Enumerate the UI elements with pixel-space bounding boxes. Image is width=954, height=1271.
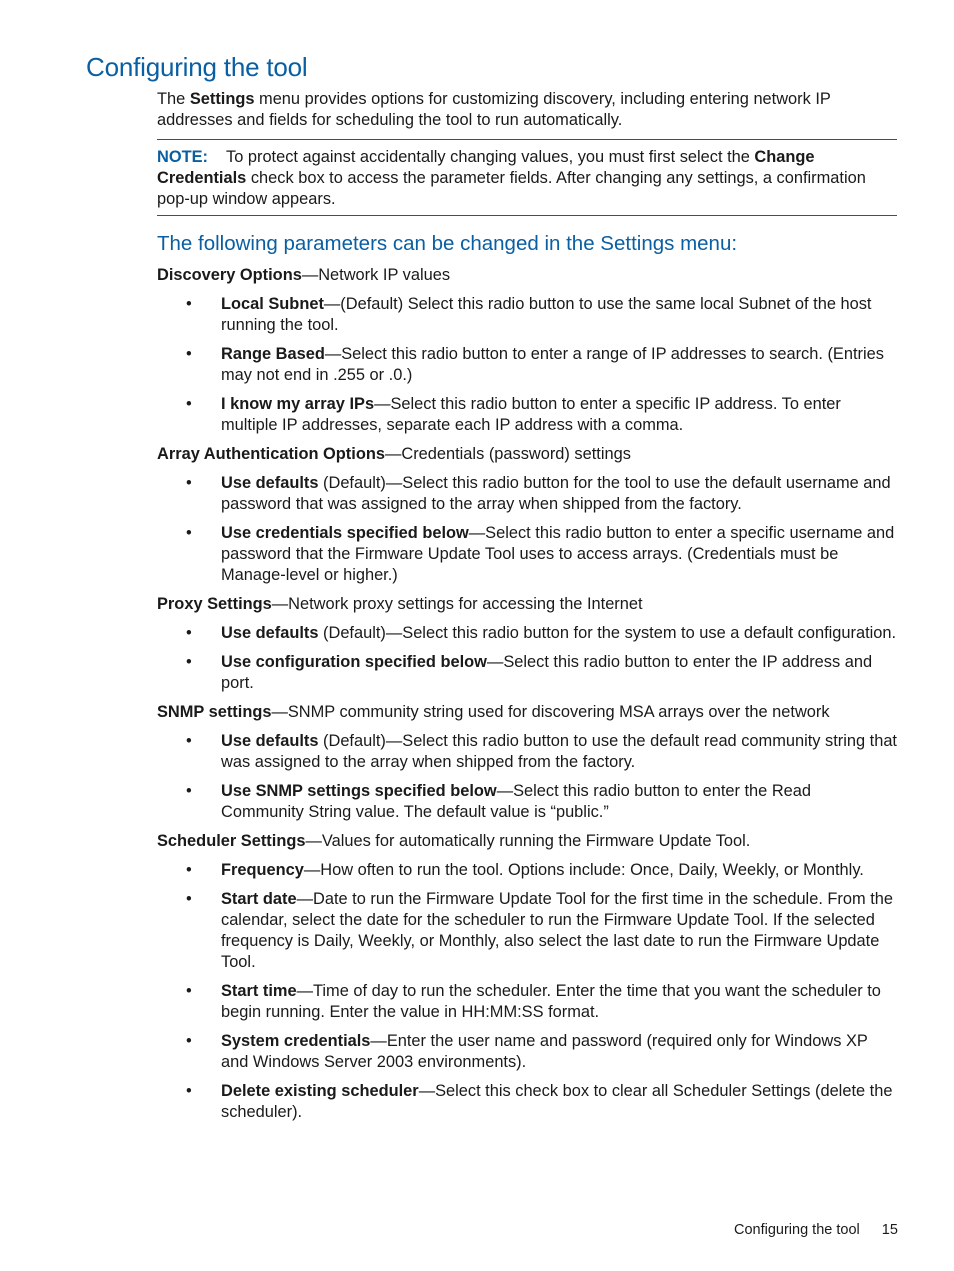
intro-bold: Settings xyxy=(189,90,255,108)
item-term: Use defaults xyxy=(221,624,319,642)
intro-text-post: menu provides options for customizing discovery, including entering network IP addresses and fields for scheduling the tool to run automatically. xyxy=(157,90,831,129)
item-description: —Date to run the Firmware Update Tool for the first time in the schedule. From the calendar, select the date for the scheduler to run the Firmware Update Tool. If the selected frequency is Daily, Weekly, or Monthly, also select the last date to run the Firmware Update Tool. xyxy=(221,890,894,971)
bullet-icon: • xyxy=(186,1082,192,1100)
item-description: —How often to run the tool. Options include: Once, Daily, Weekly, or Monthly. xyxy=(303,861,864,879)
bullet-icon: • xyxy=(186,624,192,642)
item-description: (Default)—Select this radio button to use the default read community string that was assigned to the array when shipped from the factory. xyxy=(221,732,897,771)
list-item xyxy=(157,781,897,823)
item-term: Delete existing scheduler xyxy=(221,1082,419,1100)
section-heading xyxy=(157,444,897,465)
page-title: Configuring the tool xyxy=(86,52,308,82)
intro-paragraph xyxy=(157,89,897,131)
item-term: Range Based xyxy=(221,345,325,363)
item-description: (Default)—Select this radio button for the system to use a default configuration. xyxy=(318,624,897,642)
list-item xyxy=(157,981,897,1023)
section-heading xyxy=(157,702,897,723)
item-description: —(Default) Select this radio button to use the same local Subnet of the host running the tool. xyxy=(221,295,872,334)
item-term: Start date xyxy=(221,890,297,908)
item-term: Use configuration specified below xyxy=(221,653,487,671)
item-term: Use credentials specified below xyxy=(221,524,469,542)
bullet-icon: • xyxy=(186,345,192,363)
bullet-icon: • xyxy=(186,653,192,671)
parameter-sections xyxy=(157,265,897,1123)
item-description: —Time of day to run the scheduler. Enter the time that you want the scheduler to begin running. Enter the value in HH:MM:SS format. xyxy=(221,982,881,1021)
section-name: Array Authentication Options xyxy=(157,445,385,463)
item-term: Frequency xyxy=(221,861,304,879)
list-item xyxy=(157,344,897,386)
list-item xyxy=(157,1031,897,1073)
list-item xyxy=(157,473,897,515)
section-description: —Credentials (password) settings xyxy=(384,445,631,463)
section-name: Discovery Options xyxy=(157,266,302,284)
note-box xyxy=(157,139,897,216)
bullet-icon: • xyxy=(186,982,192,1000)
bullet-icon: • xyxy=(186,782,192,800)
section-description: —SNMP community string used for discovering MSA arrays over the network xyxy=(271,703,830,721)
bullet-icon: • xyxy=(186,861,192,879)
list-item xyxy=(157,889,897,973)
bullet-icon: • xyxy=(186,732,192,750)
note-label: NOTE: xyxy=(157,148,208,166)
list-item xyxy=(157,1081,897,1123)
section-description: —Values for automatically running the Firmware Update Tool. xyxy=(305,832,751,850)
section-name: SNMP settings xyxy=(157,703,272,721)
item-description: —Select this radio button to enter a range of IP addresses to search. (Entries may not end in .255 or .0.) xyxy=(221,345,884,384)
section-description: —Network proxy settings for accessing the Internet xyxy=(271,595,643,613)
section-list xyxy=(157,294,897,436)
item-description: —Enter the user name and password (required only for Windows XP and Windows Server 2003 environments). xyxy=(221,1032,868,1071)
item-term: Use SNMP settings specified below xyxy=(221,782,497,800)
page-footer xyxy=(734,1222,898,1238)
item-term: Use defaults xyxy=(221,474,319,492)
list-item xyxy=(157,523,897,586)
bullet-icon: • xyxy=(186,1032,192,1050)
footer-section-title: Configuring the tool xyxy=(734,1222,860,1238)
page-number: 15 xyxy=(881,1222,898,1238)
section-heading xyxy=(157,265,897,286)
note-bold: Change Credentials xyxy=(157,148,815,187)
item-term: System credentials xyxy=(221,1032,371,1050)
bullet-icon: • xyxy=(186,474,192,492)
item-term: Local Subnet xyxy=(221,295,324,313)
list-item xyxy=(157,394,897,436)
section-list xyxy=(157,860,897,1123)
section-list xyxy=(157,731,897,823)
list-item xyxy=(157,623,897,644)
item-description: —Select this check box to clear all Scheduler Settings (delete the scheduler). xyxy=(221,1082,893,1121)
section-list xyxy=(157,473,897,586)
section-description: —Network IP values xyxy=(301,266,451,284)
bullet-icon: • xyxy=(186,395,192,413)
item-description: —Select this radio button to enter the Read Community String value. The default value is “public.” xyxy=(221,782,812,821)
main-content xyxy=(157,89,897,1131)
list-item xyxy=(157,860,897,881)
bullet-icon: • xyxy=(186,890,192,908)
section-list xyxy=(157,623,897,694)
item-description: —Select this radio button to enter a specific username and password that the Firmware Update Tool uses to access arrays. (Credentials must be Manage-level or higher.) xyxy=(221,524,895,584)
list-item xyxy=(157,731,897,773)
note-text-pre: To protect against accidentally changing values, you must first select the xyxy=(226,148,755,166)
item-term: I know my array IPs xyxy=(221,395,375,413)
item-term: Start time xyxy=(221,982,297,1000)
section-heading xyxy=(157,831,897,852)
section-name: Scheduler Settings xyxy=(157,832,306,850)
item-description: —Select this radio button to enter the IP address and port. xyxy=(221,653,873,692)
item-description: (Default)—Select this radio button for the tool to use the default username and password that was assigned to the array when shipped from the factory. xyxy=(221,474,891,513)
bullet-icon: • xyxy=(186,524,192,542)
list-item xyxy=(157,294,897,336)
section-name: Proxy Settings xyxy=(157,595,272,613)
bullet-icon: • xyxy=(186,295,192,313)
note-text-post: check box to access the parameter fields. After changing any settings, a confirmation pop-up window appears. xyxy=(157,169,866,208)
item-term: Use defaults xyxy=(221,732,319,750)
section-subtitle: The following parameters can be changed in the Settings menu: xyxy=(157,232,738,255)
list-item xyxy=(157,652,897,694)
intro-text-pre: The xyxy=(157,90,190,108)
section-heading xyxy=(157,594,897,615)
item-description: —Select this radio button to enter a specific IP address. To enter multiple IP addresses, separate each IP address with a comma. xyxy=(221,395,841,434)
